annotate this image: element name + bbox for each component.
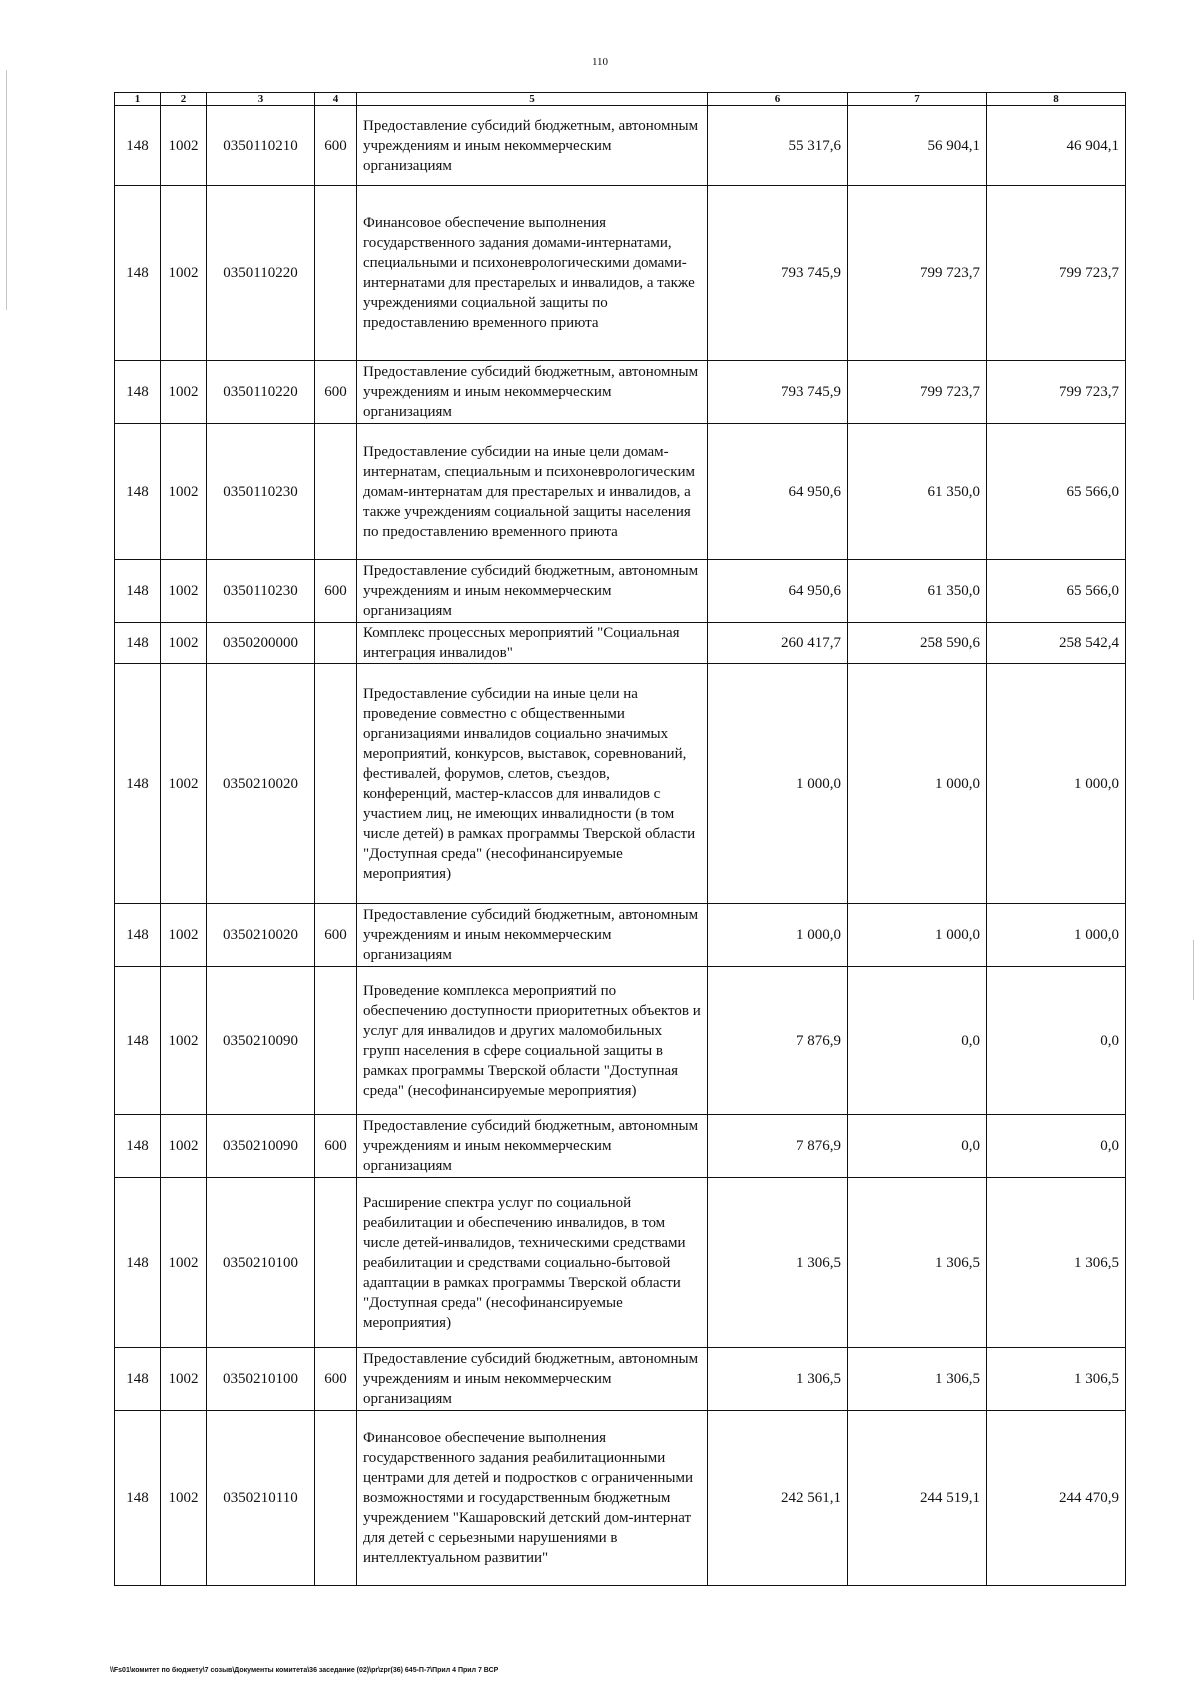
section-code-cell: 1002 xyxy=(161,106,207,186)
amount-year-1-cell: 64 950,6 xyxy=(708,560,848,623)
target-article-cell: 0350210090 xyxy=(207,1115,315,1178)
amount-year-3-cell: 799 723,7 xyxy=(987,361,1126,424)
description-cell: Предоставление субсидий бюджетным, автономным учреждениям и иным некоммерческим организациям xyxy=(357,361,708,424)
description-cell: Предоставление субсидий бюджетным, автономным учреждениям и иным некоммерческим организациям xyxy=(357,560,708,623)
column-number: 6 xyxy=(708,93,848,106)
admin-code-cell: 148 xyxy=(115,424,161,560)
amount-year-1-cell: 793 745,9 xyxy=(708,361,848,424)
amount-year-1-cell: 260 417,7 xyxy=(708,623,848,664)
admin-code-cell: 148 xyxy=(115,1411,161,1586)
amount-year-2-cell: 0,0 xyxy=(848,967,987,1115)
table-row xyxy=(115,186,1126,361)
amount-year-2-cell: 1 000,0 xyxy=(848,664,987,904)
column-number: 2 xyxy=(161,93,207,106)
section-code-cell: 1002 xyxy=(161,361,207,424)
expense-type-cell xyxy=(315,1178,357,1348)
admin-code-cell: 148 xyxy=(115,186,161,361)
amount-year-1-cell: 1 306,5 xyxy=(708,1348,848,1411)
section-code-cell: 1002 xyxy=(161,1178,207,1348)
expense-type-cell: 600 xyxy=(315,361,357,424)
target-article-cell: 0350110220 xyxy=(207,186,315,361)
description-cell: Комплекс процессных мероприятий "Социальная интеграция инвалидов" xyxy=(357,623,708,664)
target-article-cell: 0350210100 xyxy=(207,1348,315,1411)
amount-year-2-cell: 799 723,7 xyxy=(848,186,987,361)
column-number-row xyxy=(115,93,1126,106)
amount-year-2-cell: 1 306,5 xyxy=(848,1178,987,1348)
target-article-cell: 0350210020 xyxy=(207,904,315,967)
column-number: 3 xyxy=(207,93,315,106)
amount-year-2-cell: 1 000,0 xyxy=(848,904,987,967)
description-cell: Финансовое обеспечение выполнения государственного задания домами-интернатами, специальными и психоневрологическими домами-интернатами для престарелых и инвалидов, а также учреждениями социальной защиты по предоставлению временного приюта xyxy=(357,186,708,361)
amount-year-1-cell: 793 745,9 xyxy=(708,186,848,361)
section-code-cell: 1002 xyxy=(161,967,207,1115)
amount-year-1-cell: 242 561,1 xyxy=(708,1411,848,1586)
amount-year-3-cell: 799 723,7 xyxy=(987,186,1126,361)
description-cell: Расширение спектра услуг по социальной реабилитации и обеспечению инвалидов, в том числе детей-инвалидов, техническими средствами реабилитации и средствами социально-бытовой адаптации в рамках программы Тверской области "Доступная среда" (несофинансируемые мероприятия) xyxy=(357,1178,708,1348)
column-number: 8 xyxy=(987,93,1126,106)
admin-code-cell: 148 xyxy=(115,904,161,967)
description-cell: Предоставление субсидий бюджетным, автономным учреждениям и иным некоммерческим организациям xyxy=(357,904,708,967)
column-number: 4 xyxy=(315,93,357,106)
description-cell: Предоставление субсидии на иные цели домам-интернатам, специальным и психоневрологическим домам-интернатам для престарелых и инвалидов, а также учреждениям социальной защиты населения по предоставлению временного приюта xyxy=(357,424,708,560)
budget-table xyxy=(114,92,1126,1586)
amount-year-2-cell: 61 350,0 xyxy=(848,424,987,560)
amount-year-3-cell: 1 000,0 xyxy=(987,904,1126,967)
amount-year-2-cell: 258 590,6 xyxy=(848,623,987,664)
amount-year-1-cell: 1 000,0 xyxy=(708,904,848,967)
amount-year-3-cell: 1 000,0 xyxy=(987,664,1126,904)
description-cell: Предоставление субсидий бюджетным, автономным учреждениям и иным некоммерческим организациям xyxy=(357,1115,708,1178)
target-article-cell: 0350210100 xyxy=(207,1178,315,1348)
expense-type-cell xyxy=(315,424,357,560)
amount-year-3-cell: 258 542,4 xyxy=(987,623,1126,664)
amount-year-1-cell: 1 306,5 xyxy=(708,1178,848,1348)
description-cell: Финансовое обеспечение выполнения государственного задания реабилитационными центрами для детей и подростков с ограниченными возможностями и государственным бюджетным учреждением "Кашаровский детский дом-интернат для детей с серьезными нарушениями в интеллектуальном развитии" xyxy=(357,1411,708,1586)
table-row xyxy=(115,1348,1126,1411)
expense-type-cell xyxy=(315,967,357,1115)
expense-type-cell xyxy=(315,664,357,904)
table-row xyxy=(115,424,1126,560)
scan-margin-mark xyxy=(6,70,7,310)
table-row xyxy=(115,1411,1126,1586)
column-number: 7 xyxy=(848,93,987,106)
target-article-cell: 0350210020 xyxy=(207,664,315,904)
amount-year-3-cell: 1 306,5 xyxy=(987,1348,1126,1411)
table-row xyxy=(115,967,1126,1115)
amount-year-3-cell: 65 566,0 xyxy=(987,424,1126,560)
admin-code-cell: 148 xyxy=(115,1115,161,1178)
amount-year-1-cell: 55 317,6 xyxy=(708,106,848,186)
admin-code-cell: 148 xyxy=(115,1348,161,1411)
table-row xyxy=(115,560,1126,623)
amount-year-3-cell: 46 904,1 xyxy=(987,106,1126,186)
amount-year-3-cell: 1 306,5 xyxy=(987,1178,1126,1348)
section-code-cell: 1002 xyxy=(161,1411,207,1586)
admin-code-cell: 148 xyxy=(115,623,161,664)
expense-type-cell: 600 xyxy=(315,904,357,967)
section-code-cell: 1002 xyxy=(161,186,207,361)
expense-type-cell: 600 xyxy=(315,1115,357,1178)
target-article-cell: 0350210090 xyxy=(207,967,315,1115)
table-row xyxy=(115,1178,1126,1348)
amount-year-2-cell: 56 904,1 xyxy=(848,106,987,186)
amount-year-2-cell: 1 306,5 xyxy=(848,1348,987,1411)
target-article-cell: 0350110230 xyxy=(207,560,315,623)
target-article-cell: 0350110230 xyxy=(207,424,315,560)
amount-year-2-cell: 61 350,0 xyxy=(848,560,987,623)
amount-year-3-cell: 0,0 xyxy=(987,1115,1126,1178)
table-row xyxy=(115,361,1126,424)
section-code-cell: 1002 xyxy=(161,664,207,904)
amount-year-2-cell: 244 519,1 xyxy=(848,1411,987,1586)
section-code-cell: 1002 xyxy=(161,623,207,664)
amount-year-1-cell: 64 950,6 xyxy=(708,424,848,560)
expense-type-cell: 600 xyxy=(315,1348,357,1411)
amount-year-1-cell: 1 000,0 xyxy=(708,664,848,904)
expense-type-cell xyxy=(315,1411,357,1586)
table-row xyxy=(115,664,1126,904)
amount-year-2-cell: 799 723,7 xyxy=(848,361,987,424)
amount-year-2-cell: 0,0 xyxy=(848,1115,987,1178)
section-code-cell: 1002 xyxy=(161,424,207,560)
description-cell: Предоставление субсидий бюджетным, автономным учреждениям и иным некоммерческим организациям xyxy=(357,106,708,186)
admin-code-cell: 148 xyxy=(115,361,161,424)
section-code-cell: 1002 xyxy=(161,1115,207,1178)
description-cell: Предоставление субсидий бюджетным, автономным учреждениям и иным некоммерческим организациям xyxy=(357,1348,708,1411)
target-article-cell: 0350110210 xyxy=(207,106,315,186)
section-code-cell: 1002 xyxy=(161,560,207,623)
expense-type-cell: 600 xyxy=(315,560,357,623)
admin-code-cell: 148 xyxy=(115,560,161,623)
section-code-cell: 1002 xyxy=(161,1348,207,1411)
expense-type-cell: 600 xyxy=(315,106,357,186)
admin-code-cell: 148 xyxy=(115,106,161,186)
amount-year-3-cell: 244 470,9 xyxy=(987,1411,1126,1586)
target-article-cell: 0350200000 xyxy=(207,623,315,664)
target-article-cell: 0350110220 xyxy=(207,361,315,424)
amount-year-3-cell: 65 566,0 xyxy=(987,560,1126,623)
section-code-cell: 1002 xyxy=(161,904,207,967)
page-number: 110 xyxy=(591,56,609,68)
expense-type-cell xyxy=(315,623,357,664)
amount-year-3-cell: 0,0 xyxy=(987,967,1126,1115)
table-row xyxy=(115,623,1126,664)
description-cell: Предоставление субсидии на иные цели на проведение совместно с общественными организациями инвалидов социально значимых мероприятий, конкурсов, выставок, соревнований, фестивалей, форумов, слетов, съездов, конференций, мастер-классов для инвалидов с участием лиц, не имеющих инвалидности (в том числе детей) в рамках программы Тверской области "Доступная среда" (несофинансируемые мероприятия) xyxy=(357,664,708,904)
admin-code-cell: 148 xyxy=(115,664,161,904)
admin-code-cell: 148 xyxy=(115,1178,161,1348)
footer-file-path: \\Fs01\комитет по бюджету\7 созыв\Документы комитета\36 заседание (02)\pr\zpr(36) 645-П-7\Прил 4 Прил 7 ВСР xyxy=(110,1667,499,1674)
description-cell: Проведение комплекса мероприятий по обеспечению доступности приоритетных объектов и услуг для инвалидов и других маломобильных групп населения в сфере социальной защиты в рамках программы Тверской области "Доступная среда" (несофинансируемые мероприятия) xyxy=(357,967,708,1115)
scan-margin-mark xyxy=(1193,940,1194,1000)
target-article-cell: 0350210110 xyxy=(207,1411,315,1586)
amount-year-1-cell: 7 876,9 xyxy=(708,1115,848,1178)
table-row xyxy=(115,1115,1126,1178)
amount-year-1-cell: 7 876,9 xyxy=(708,967,848,1115)
column-number: 1 xyxy=(115,93,161,106)
column-number: 5 xyxy=(357,93,708,106)
table-row xyxy=(115,106,1126,186)
expense-type-cell xyxy=(315,186,357,361)
table-row xyxy=(115,904,1126,967)
admin-code-cell: 148 xyxy=(115,967,161,1115)
